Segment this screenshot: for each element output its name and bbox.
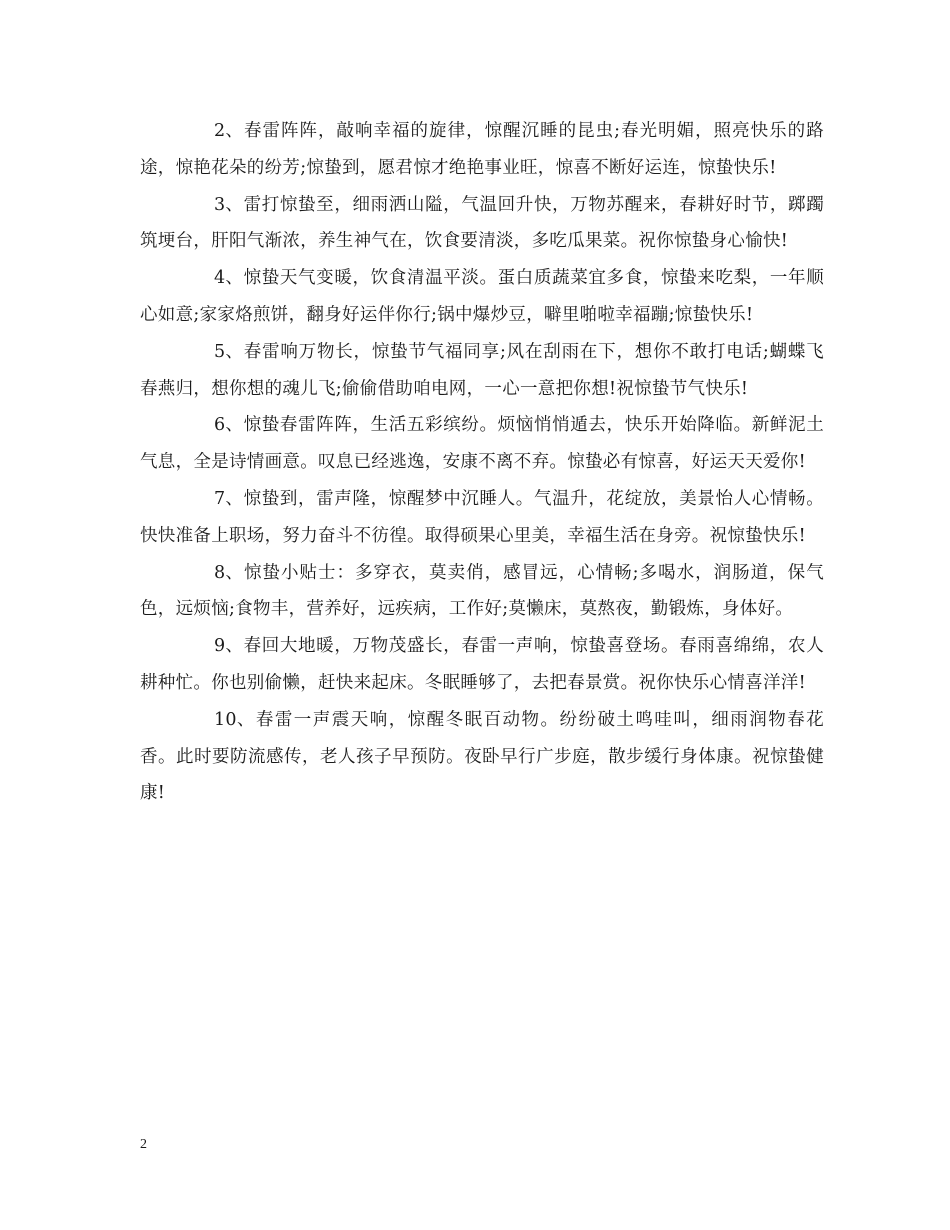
item-text: 雷打惊蛰至，细雨洒山隘，气温回升快，万物苏醒来，春耕好时节，踯躅筑埂台，肝阳气渐浓，养生神气在，饮食要清淡，多吃瓜果菜。祝你惊蛰身心愉快! [140,194,824,252]
list-item [140,113,824,187]
list-item [140,260,824,334]
list-item [140,702,824,812]
item-number: 10、 [214,709,255,730]
item-text: 惊蛰春雷阵阵，生活五彩缤纷。烦恼悄悄遁去，快乐开始降临。新鲜泥土气息，全是诗情画意。叹息已经逃逸，安康不离不弃。惊蛰必有惊喜，好运天天爱你! [140,415,824,473]
item-number: 8、 [214,562,244,583]
list-item [140,481,824,555]
item-text: 惊蛰小贴士：多穿衣，莫卖俏，感冒远，心情畅;多喝水，润肠道，保气色，远烦恼;食物丰，营养好，远疾病，工作好;莫懒床，莫熬夜，勤锻炼，身体好。 [140,562,824,620]
item-number: 4、 [214,268,244,289]
item-text: 春雷响万物长，惊蛰节气福同享;风在刮雨在下，想你不敢打电话;蝴蝶飞春燕归，想你想的魂儿飞;偷偷借助咱电网，一心一意把你想!祝惊蛰节气快乐! [140,341,824,399]
item-text: 春雷阵阵，敲响幸福的旋律，惊醒沉睡的昆虫;春光明媚，照亮快乐的路途，惊艳花朵的纷芳;惊蛰到，愿君惊才绝艳事业旺，惊喜不断好运连，惊蛰快乐! [140,121,824,178]
item-text: 惊蛰到，雷声隆，惊醒梦中沉睡人。气温升，花绽放，美景怡人心情畅。快快准备上职场，努力奋斗不彷徨。取得硕果心里美，幸福生活在身旁。祝惊蛰快乐! [140,488,824,546]
list-item [140,555,824,629]
item-number: 3、 [214,194,244,215]
item-number: 2、 [214,121,244,141]
item-number: 9、 [214,636,244,657]
item-text: 春雷一声震天响，惊醒冬眠百动物。纷纷破土鸣哇叫，细雨润物春花香。此时要防流感传，老人孩子早预防。夜卧早行广步庭，散步缓行身体康。祝惊蛰健康! [140,709,824,804]
list-item [140,407,824,481]
item-text: 春回大地暖，万物茂盛长，春雷一声响，惊蛰喜登场。春雨喜绵绵，农人耕种忙。你也别偷懒，赶快来起床。冬眠睡够了，去把春景赏。祝你快乐心情喜洋洋! [140,636,824,693]
list-item [140,628,824,702]
item-number: 5、 [214,341,244,362]
item-number: 7、 [214,488,244,509]
list-item [140,187,824,261]
item-text: 惊蛰天气变暖，饮食清温平淡。蛋白质蔬菜宜多食，惊蛰来吃梨，一年顺心如意;家家烙煎饼，翻身好运伴你行;锅中爆炒豆，噼里啪啦幸福蹦;惊蛰快乐! [140,268,824,325]
page-number: 2 [140,1137,147,1152]
list-item [140,334,824,408]
document-body [140,113,824,812]
item-number: 6、 [214,415,244,436]
